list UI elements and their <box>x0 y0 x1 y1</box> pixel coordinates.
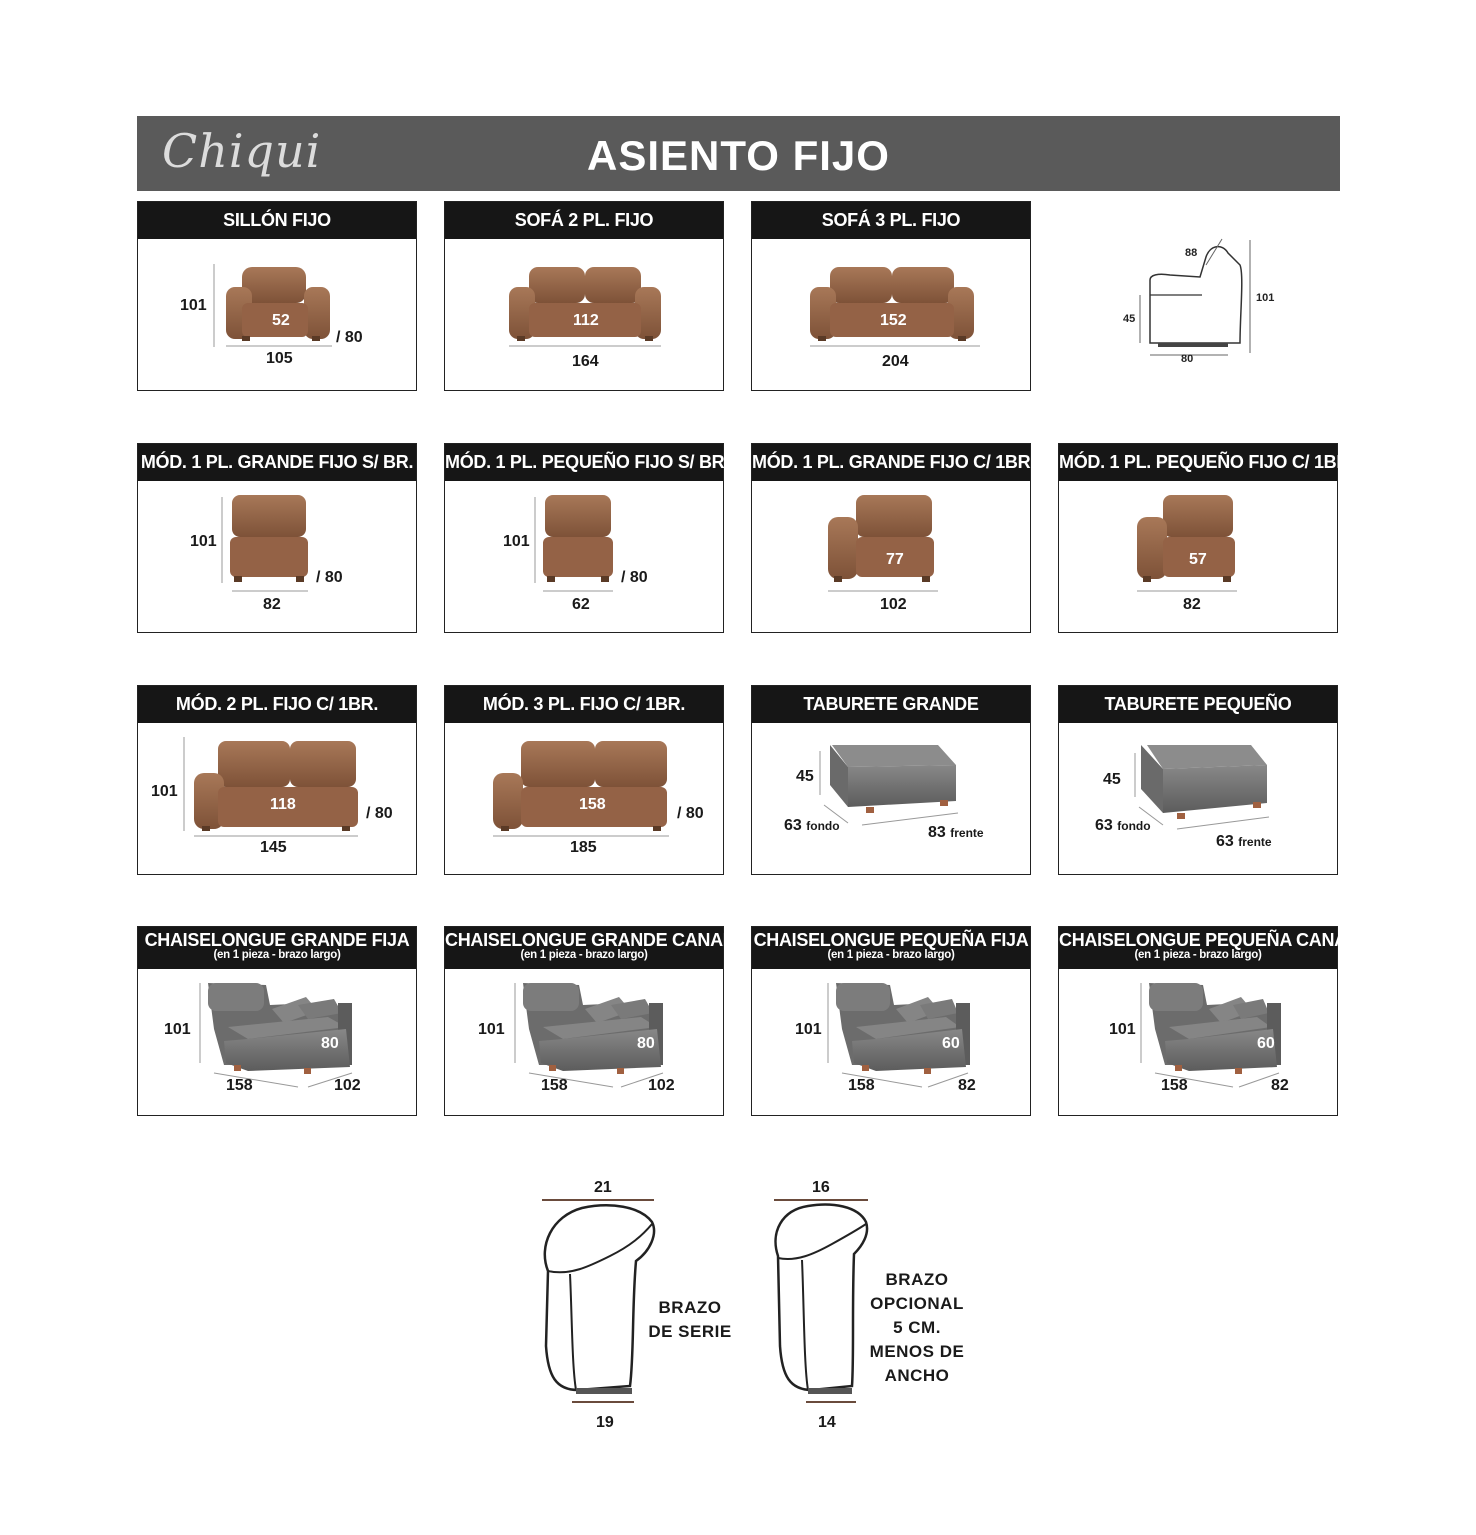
arm-top-dim: 21 <box>594 1179 612 1196</box>
card-chaise-grande-fija <box>137 926 417 1116</box>
inner-dim: 152 <box>880 312 907 329</box>
inner-dim: 60 <box>942 1035 960 1052</box>
width-dim: 82 <box>263 596 281 613</box>
chaise-image <box>138 969 416 1115</box>
height-dim: 101 <box>795 1021 822 1038</box>
depth-dim: / 80 <box>677 805 704 822</box>
card-title: CHAISELONGUE GRANDE FIJA <box>144 930 410 950</box>
stool-image <box>1059 723 1337 874</box>
inner-dim: 158 <box>579 796 606 813</box>
inner-dim: 80 <box>637 1035 655 1052</box>
card-title: CHAISELONGUE GRANDE CANAPÉ <box>445 930 747 950</box>
card-sofa-2pl <box>444 201 724 391</box>
card-mod-1pl-grande-sbr <box>137 443 417 633</box>
width-dim: 105 <box>266 350 293 367</box>
card-mod-2pl-cbr <box>137 685 417 875</box>
width-dim: 62 <box>572 596 590 613</box>
header-banner <box>137 116 1340 191</box>
arm-top-dim: 16 <box>812 1179 830 1196</box>
height-dim: 45 <box>796 768 814 785</box>
height-dim: 101 <box>151 783 178 800</box>
seat-dim: 45 <box>1123 313 1136 325</box>
height-dim: 101 <box>164 1021 191 1038</box>
inner-dim: 80 <box>321 1035 339 1052</box>
card-title: SILLÓN FIJO <box>138 202 416 239</box>
depth-dim: 80 <box>1181 353 1194 365</box>
depth-dim: / 80 <box>336 329 363 346</box>
card-mod-1pl-pequeno-sbr <box>444 443 730 633</box>
chaise-image <box>445 969 723 1115</box>
card-title: MÓD. 1 PL. GRANDE FIJO C/ 1BR. <box>752 444 1030 481</box>
card-title: MÓD. 2 PL. FIJO C/ 1BR. <box>138 686 416 723</box>
width-dim: 102 <box>880 596 907 613</box>
inner-dim: 118 <box>270 796 296 813</box>
width-dim: 102 <box>334 1077 361 1094</box>
arm-standard-caption: BRAZO DE SERIE <box>648 1298 732 1341</box>
card-title: MÓD. 1 PL. PEQUEÑO FIJO C/ 1BR. <box>1059 444 1337 481</box>
inner-dim: 112 <box>573 312 599 329</box>
height-dim: 45 <box>1103 771 1121 788</box>
inner-dim: 60 <box>1257 1035 1275 1052</box>
arm-bottom-dim: 14 <box>818 1414 836 1431</box>
card-title: SOFÁ 2 PL. FIJO <box>445 202 723 239</box>
height-dim: 101 <box>478 1021 505 1038</box>
width-dim: 82 <box>958 1077 976 1094</box>
card-mod-1pl-grande-cbr <box>751 443 1036 633</box>
frente-dim: 83 frente <box>928 824 984 841</box>
height-dim: 101 <box>190 533 217 550</box>
brand-logo: Chiqui <box>162 124 322 178</box>
height-dim: 101 <box>1109 1021 1136 1038</box>
height-dim: 101 <box>180 297 207 314</box>
card-sofa-3pl <box>751 201 1031 391</box>
width-dim: 185 <box>570 839 597 856</box>
depth-dim: / 80 <box>621 569 648 586</box>
card-title: MÓD. 1 PL. GRANDE FIJO S/ BR. <box>138 444 416 481</box>
arm-optional-caption: BRAZO OPCIONAL 5 CM. MENOS DE ANCHO <box>869 1270 965 1385</box>
chaise-image <box>1059 969 1337 1115</box>
depth-dim: / 80 <box>316 569 343 586</box>
profile-diagram <box>1110 235 1280 370</box>
card-subtitle: (en 1 pieza - brazo largo) <box>827 949 955 961</box>
card-title: CHAISELONGUE PEQUEÑA FIJA <box>753 930 1029 950</box>
page-title: ASIENTO FIJO <box>587 132 890 179</box>
height-dim: 101 <box>503 533 530 550</box>
width-dim: 145 <box>260 839 287 856</box>
length-dim: 158 <box>1161 1077 1188 1094</box>
width-dim: 82 <box>1271 1077 1289 1094</box>
length-dim: 158 <box>848 1077 875 1094</box>
card-chaise-pequena-canape <box>1058 926 1371 1116</box>
card-subtitle: (en 1 pieza - brazo largo) <box>1134 949 1262 961</box>
card-title: SOFÁ 3 PL. FIJO <box>752 202 1030 239</box>
frente-dim: 63 frente <box>1216 833 1272 850</box>
card-taburete-pequeno <box>1058 685 1338 875</box>
card-chaise-pequena-fija <box>751 926 1031 1116</box>
fondo-dim: 63 fondo <box>784 817 840 834</box>
inner-dim: 77 <box>886 551 904 568</box>
inner-dim: 52 <box>272 312 290 329</box>
card-subtitle: (en 1 pieza - brazo largo) <box>213 949 341 961</box>
depth-dim: / 80 <box>366 805 393 822</box>
card-title: CHAISELONGUE PEQUEÑA CANAPÉ <box>1059 930 1371 950</box>
card-sillon-fijo <box>137 201 417 391</box>
card-title: TABURETE GRANDE <box>752 686 1030 723</box>
chaise-image <box>752 969 1030 1115</box>
card-subtitle: (en 1 pieza - brazo largo) <box>520 949 648 961</box>
card-chaise-grande-canape <box>444 926 747 1116</box>
card-taburete-grande <box>751 685 1031 875</box>
length-dim: 158 <box>541 1077 568 1094</box>
card-mod-3pl-cbr <box>444 685 724 875</box>
card-title: MÓD. 3 PL. FIJO C/ 1BR. <box>445 686 723 723</box>
stool-image <box>752 723 1030 874</box>
card-mod-1pl-pequeno-cbr <box>1058 443 1354 633</box>
width-dim: 82 <box>1183 596 1201 613</box>
width-dim: 164 <box>572 353 599 370</box>
backrest-dim: 88 <box>1185 247 1198 259</box>
card-title: TABURETE PEQUEÑO <box>1059 686 1337 723</box>
width-dim: 102 <box>648 1077 675 1094</box>
length-dim: 158 <box>226 1077 253 1094</box>
card-title: MÓD. 1 PL. PEQUEÑO FIJO S/ BR. <box>445 444 723 481</box>
arm-bottom-dim: 19 <box>596 1414 614 1431</box>
inner-dim: 57 <box>1189 551 1207 568</box>
total-height-dim: 101 <box>1256 292 1275 304</box>
fondo-dim: 63 fondo <box>1095 817 1151 834</box>
width-dim: 204 <box>882 353 909 370</box>
